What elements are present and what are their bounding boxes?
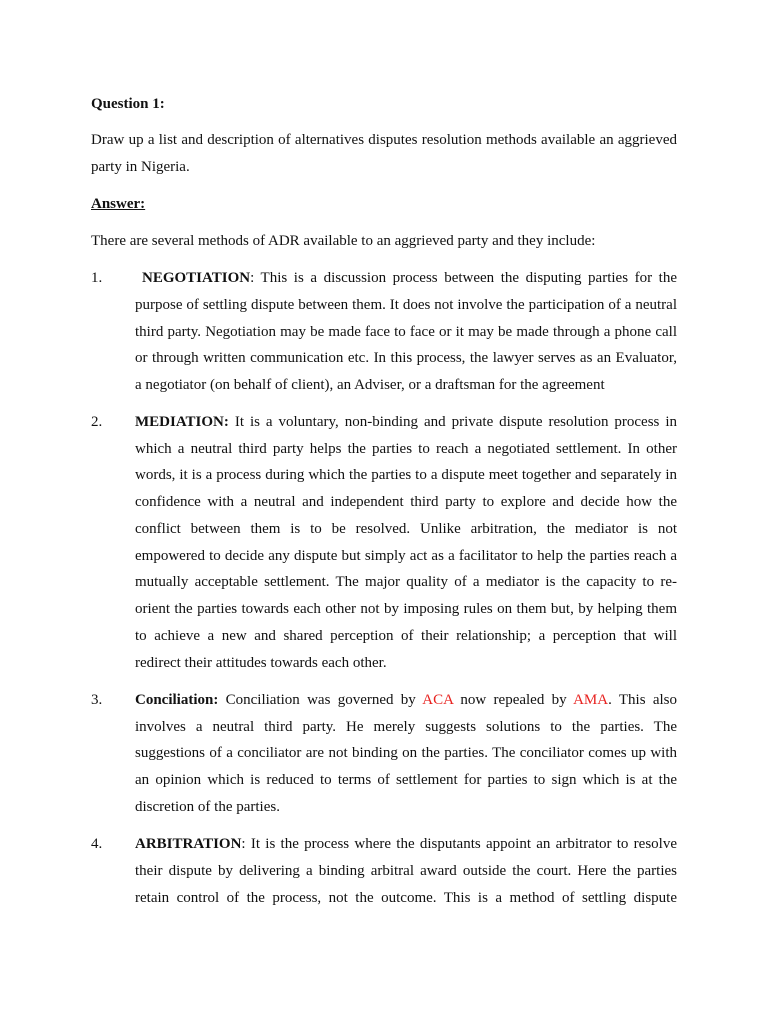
list-item-line: third party. Negotiation may be made face to face or it may be made through a phone call (135, 324, 677, 340)
list-item-line: retain control of the process, not the outcome. This is a method of settling dispute (135, 890, 677, 906)
term-conciliation: Conciliation: (135, 692, 219, 708)
item-text: Conciliation was governed by (218, 692, 423, 708)
question-prompt-line: party in Nigeria. (91, 159, 190, 175)
highlight-aca: ACA (422, 692, 454, 708)
list-item-line: words, it is a process during which the parties to a dispute meet together and separately in (135, 467, 677, 483)
list-item-line: a negotiator (on behalf of client), an Adviser, or a draftsman for the agreement (135, 377, 605, 393)
list-item-line: which a neutral third party helps the parties to reach a negotiated settlement. In other (135, 441, 677, 457)
list-item-first-line (135, 690, 677, 710)
item-text: : This is a discussion process between the disputing parties for the (250, 270, 677, 286)
list-item-line: an opinion which is reduced to terms of settlement for parties to sign which is at the (135, 772, 677, 788)
highlight-ama: AMA (573, 692, 609, 708)
list-number: 4. (91, 836, 103, 852)
item-text: . This also (608, 692, 678, 708)
list-item-line: redirect their attitudes towards each other. (135, 655, 387, 671)
list-number: 1. (91, 270, 103, 286)
list-item-first-line (142, 268, 677, 288)
list-item-first-line (135, 412, 677, 432)
list-item-line: suggestions of a conciliator are not binding on the parties. The conciliator comes up with (135, 745, 677, 761)
item-text: now repealed by (453, 692, 574, 708)
list-item-first-line (135, 834, 677, 854)
list-item-line: orient the parties towards each other not by imposing rules on them but, by helping them (135, 601, 677, 617)
list-number: 3. (91, 692, 103, 708)
term-mediation: MEDIATION: (135, 414, 229, 430)
item-text: It is a voluntary, non-binding and private dispute resolution process in (228, 414, 677, 430)
list-item-line: empowered to decide any dispute but simply act as a facilitator to help the parties reach a (135, 548, 677, 564)
list-item-line: confidence with a neutral and independent third party to explore and decide how the (135, 494, 677, 510)
question-heading: Question 1: (91, 96, 165, 112)
question-prompt-line: Draw up a list and description of alternatives disputes resolution methods available an aggrieved (91, 132, 677, 148)
answer-intro: There are several methods of ADR available to an aggrieved party and they include: (91, 233, 596, 249)
list-item-line: involves a neutral third party. He merely suggests solutions to the parties. The (135, 719, 677, 735)
term-arbitration: ARBITRATION (135, 836, 242, 852)
term-negotiation: NEGOTIATION (142, 270, 251, 286)
list-number: 2. (91, 414, 103, 430)
list-item-line: mutually acceptable settlement. The major quality of a mediator is the capacity to re- (135, 574, 677, 590)
item-text: : It is the process where the disputants appoint an arbitrator to resolve (241, 836, 677, 852)
list-item-line: their dispute by delivering a binding arbitral award outside the court. Here the parties (135, 863, 677, 879)
list-item-line: conflict between them is to be resolved. Unlike arbitration, the mediator is not (135, 521, 677, 537)
list-item-line: or through written communication etc. In this process, the lawyer serves as an Evaluator, (135, 350, 677, 366)
list-item-line: purpose of settling dispute between them. It does not involve the participation of a neutral (135, 297, 677, 313)
answer-heading: Answer: (91, 196, 146, 212)
list-item-line: discretion of the parties. (135, 799, 280, 815)
list-item-line: to achieve a new and shared perception of their relationship; a perception that will (135, 628, 677, 644)
